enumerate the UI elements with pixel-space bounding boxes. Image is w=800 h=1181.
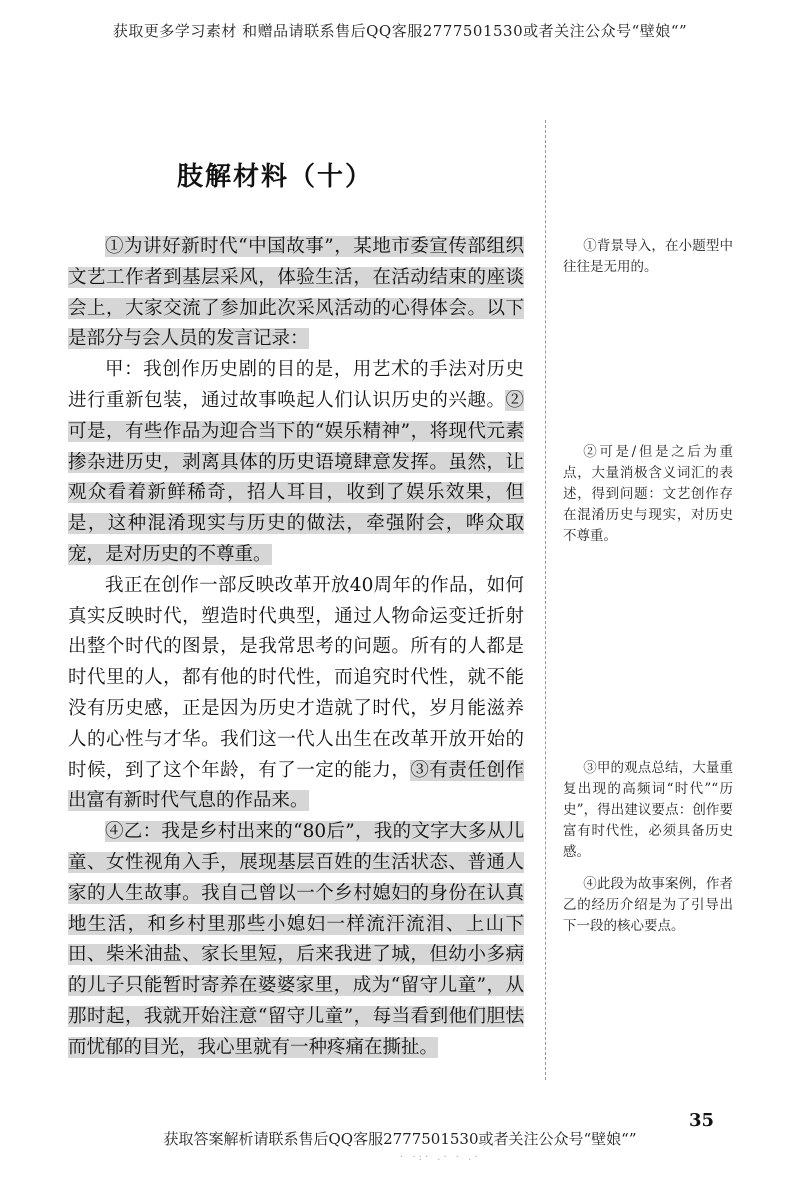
margin-note-4-text: ④此段为故事案例，作者乙的经历介绍是为了引导出下一段的核心要点。 bbox=[563, 876, 733, 934]
scan-artifact: · ·:· .· · .· bbox=[400, 1152, 481, 1163]
margin-note-3 bbox=[563, 758, 733, 863]
paragraph-4 bbox=[68, 817, 524, 1063]
page-title: 肢解材料（十） bbox=[176, 162, 373, 192]
paragraph-3-plain: 我正在创作一部反映改革开放40周年的作品，如何真实反映时代，塑造时代典型，通过人物命运变迁折射出整个时代的图景，是我常思考的问题。所有的人都是时代里的人，都有他的时代性，而追究时代性，就不能没有历史感，正是因为历史才造就了时代，岁月能滋养人的心性与才华。我们这一代人出生在改革开放开始的时候，到了这个年龄，有了一定的能力， bbox=[68, 574, 524, 781]
paragraph-1 bbox=[68, 232, 524, 355]
header-note: 获取更多学习素材 和赠品请联系售后QQ客服2777501530或者关注公众号“壁娘“” bbox=[112, 22, 688, 40]
page-number: 35 bbox=[688, 1110, 714, 1131]
paragraph-3 bbox=[68, 571, 524, 817]
margin-divider bbox=[545, 120, 546, 1080]
paragraph-2-highlight: ②可是，有些作品为迎合当下的“娱乐精神”，将现代元素掺杂进历史，剥离具体的历史语境肆意发挥。虽然，让观众看着新鲜稀奇，招人耳目，收到了娱乐效果，但是，这种混淆现实与历史的做法，牵强附会，哗众取宠，是对历史的不尊重。 bbox=[68, 389, 524, 565]
paragraph-2 bbox=[68, 355, 524, 571]
margin-note-2 bbox=[563, 442, 733, 547]
footer-note: 获取答案解析请联系售后QQ客服2777501530或者关注公众号“壁娘“” bbox=[163, 1130, 637, 1148]
margin-note-2-text: ②可是/但是之后为重点，大量消极含义词汇的表述，得到问题：文艺创作存在混淆历史与现实，对历史不尊重。 bbox=[563, 444, 733, 544]
paragraph-1-highlight: ①为讲好新时代“中国故事”，某地市委宣传部组织文艺工作者到基层采风，体验生活，在活动结束的座谈会上，大家交流了参加此次采风活动的心得体会。以下是部分与会人员的发言记录： bbox=[68, 236, 524, 350]
margin-note-4 bbox=[563, 874, 733, 937]
margin-note-1-text: ①背景导入，在小题型中往往是无用的。 bbox=[563, 238, 733, 275]
paragraph-3-highlight: ③有责任创作出富有新时代气息的作品来。 bbox=[68, 759, 524, 812]
main-text bbox=[68, 232, 524, 1064]
margin-note-1 bbox=[563, 236, 733, 278]
margin-note-3-text: ③甲的观点总结，大量重复出现的高频词“时代”“历史”，得出建议要点：创作要富有时代性，必须具备历史感。 bbox=[563, 760, 733, 860]
paragraph-2-plain: 甲：我创作历史剧的目的是，用艺术的手法对历史进行重新包装，通过故事唤起人们认识历史的兴趣。 bbox=[68, 359, 524, 411]
paragraph-4-highlight: ④乙：我是乡村出来的“80后”，我的文字大多从儿童、女性视角入手，展现基层百姓的生活状态、普通人家的人生故事。我自己曾以一个乡村媳妇的身份在认真地生活，和乡村里那些小媳妇一样流汗流泪、上山下田、柴米油盐、家长里短，后来我进了城，但幼小多病的儿子只能暂时寄养在婆婆家里，成为“留守儿童”，从那时起，我就开始注意“留守儿童”，每当看到他们胆怯而忧郁的目光，我心里就有一种疼痛在撕扯。 bbox=[68, 821, 524, 1058]
